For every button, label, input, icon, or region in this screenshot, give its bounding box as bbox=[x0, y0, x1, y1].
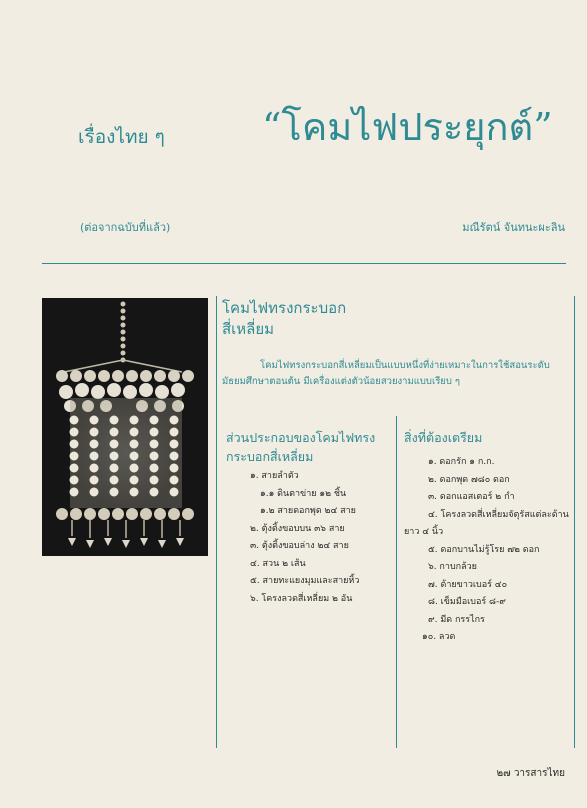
list-item: ๑.๑ ดินตาข่าย ๑๒ ชิ้น bbox=[260, 488, 347, 499]
article-title: “โคมไฟประยุกต์” bbox=[262, 105, 553, 149]
list-item: ๘. เข็มมือเบอร์ ๘-๙ bbox=[428, 597, 506, 607]
page-footer: ๒๗ วารสารไทย bbox=[496, 768, 565, 779]
list-item: ๖. โครงลวดสี่เหลี่ยม ๒ อัน bbox=[250, 593, 353, 604]
list-item: ๔. สวน ๒ เส้น bbox=[250, 558, 306, 569]
continued-note: (ต่อจากฉบับที่แล้ว) bbox=[80, 221, 171, 234]
column-rule-middle bbox=[396, 416, 397, 748]
author-name: มณีรัตน์ จันทนะผะลิน bbox=[462, 221, 565, 234]
list-item: ๔. โครงลวดสี่เหลี่ยมจัตุรัสแต่ละด้าน bbox=[428, 509, 569, 520]
components-heading-line1: ส่วนประกอบของโคมไฟทรง bbox=[226, 430, 376, 445]
components-heading-line2: กระบอกสี่เหลี่ยม bbox=[226, 449, 314, 464]
list-item: ๗. ด้ายขาวเบอร์ ๔๐ bbox=[428, 579, 508, 590]
column-rule-left bbox=[216, 296, 217, 748]
section-label: เรื่องไทย ๆ bbox=[78, 126, 165, 148]
list-item: ๙. มีด กรรไกร bbox=[428, 614, 485, 625]
article-heading-line1: โคมไฟทรงกระบอก bbox=[222, 299, 347, 317]
list-item: ๒. ดอกพุด ๗๘๐ ดอก bbox=[428, 474, 510, 485]
list-item: ๑. ดอกรัก ๑ ก.ก. bbox=[428, 457, 495, 467]
components-list bbox=[250, 468, 359, 608]
list-item: ๕. ดอกบานไม่รู้โรย ๗๒ ดอก bbox=[428, 544, 540, 555]
list-item: ๓. ดอกแอสเตอร์ ๒ กำ bbox=[428, 492, 515, 502]
header-divider bbox=[42, 263, 566, 264]
materials-heading: สิ่งที่ต้องเตรียม bbox=[404, 430, 483, 445]
column-rule-right bbox=[574, 296, 575, 748]
intro-line2: มัธยมศึกษาตอนต้น มีเครื่องแต่งตัวน้อยสวยงามแบบเรียบ ๆ bbox=[222, 376, 461, 387]
list-item: ๕. สายทะแยงมุมและสายหิ้ว bbox=[250, 576, 360, 586]
article-heading bbox=[222, 298, 570, 340]
list-item: ยาว ๔ นิ้ว bbox=[404, 527, 444, 537]
components-heading bbox=[226, 428, 391, 466]
list-item: ๑. สายลำตัว bbox=[250, 471, 299, 481]
list-item: ๖. กาบกล้วย bbox=[428, 562, 477, 572]
lantern-photo bbox=[42, 298, 208, 556]
list-item: ๑๐. ลวด bbox=[422, 632, 456, 642]
list-item: ๒. ตุ้งติ้งขอบบน ๓๖ สาย bbox=[250, 523, 345, 534]
list-item: ๑.๒ สายดอกพุด ๒๔ สาย bbox=[260, 506, 356, 516]
lantern-illustration bbox=[42, 298, 208, 556]
article-intro bbox=[222, 358, 570, 390]
materials-list bbox=[404, 454, 569, 647]
article-heading-line2: สี่เหลี่ยม bbox=[222, 320, 275, 338]
list-item: ๓. ตุ้งติ้งขอบล่าง ๒๔ สาย bbox=[250, 541, 349, 551]
intro-line1: โคมไฟทรงกระบอกสี่เหลี่ยมเป็นแบบหนึ่งที่ง่ายเหมาะในการใช้สอนระดับ bbox=[260, 360, 550, 371]
